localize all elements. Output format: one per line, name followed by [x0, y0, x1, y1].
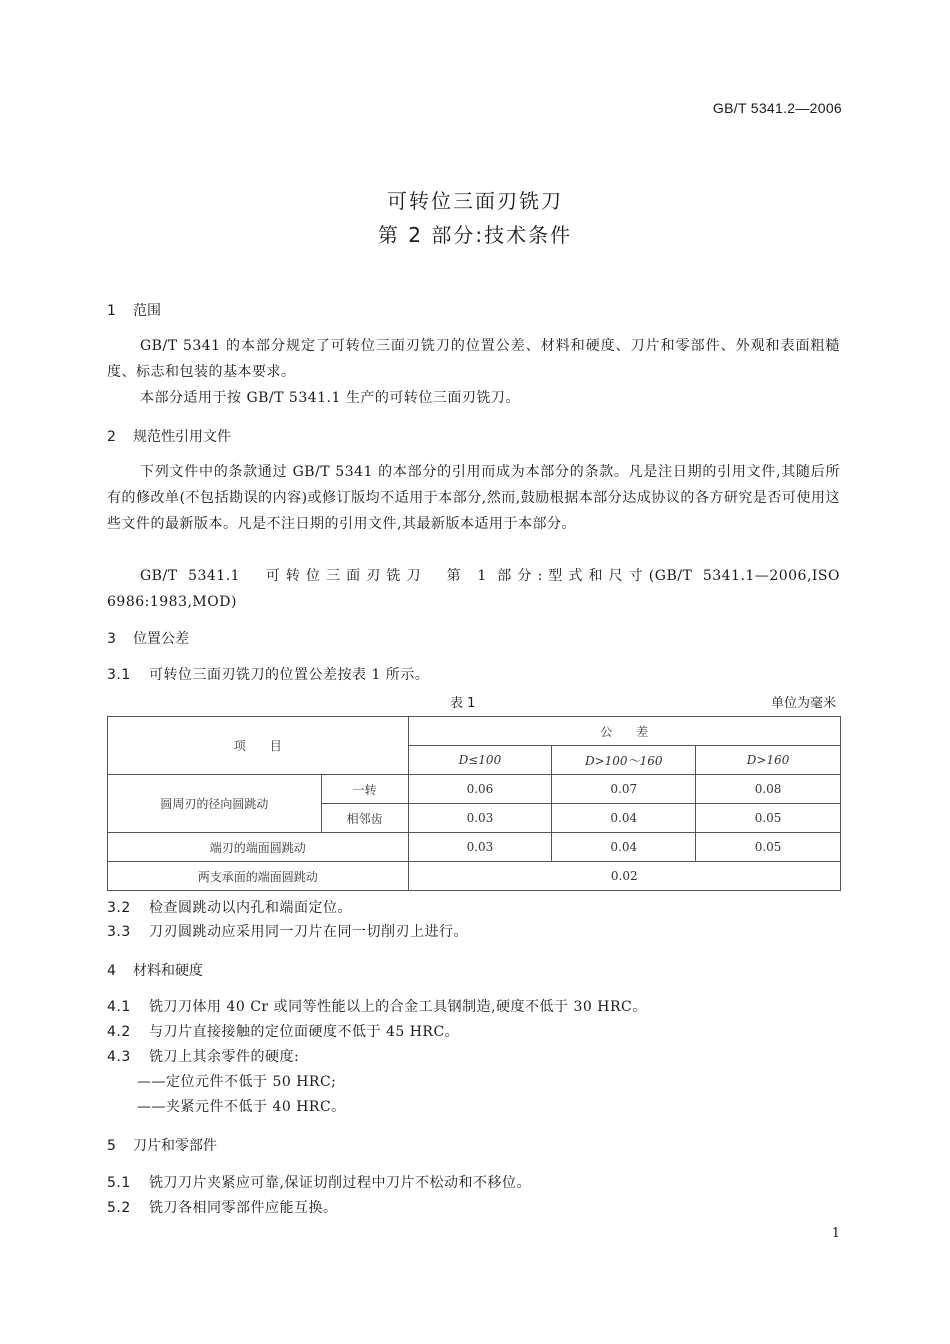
table-caption: 表 1 — [450, 696, 476, 711]
clause-text: 铣刀上其余零件的硬度: — [149, 1049, 300, 1065]
table-row — [108, 775, 841, 804]
row-label: 圆周刃的径向圆跳动 — [108, 775, 322, 833]
clause-number: 4.1 — [107, 999, 131, 1015]
standard-number: GB/T 5341.2—2006 — [712, 100, 842, 116]
clause-3-3 — [107, 921, 468, 941]
table-cell: 0.04 — [552, 804, 696, 833]
section-number: 5 — [107, 1138, 116, 1154]
table-cell: 0.03 — [408, 804, 552, 833]
header-col-2: D>100～160 — [552, 746, 696, 775]
row-sublabel: 相邻齿 — [321, 804, 408, 833]
clause-text: 检查圆跳动以内孔和端面定位。 — [149, 900, 352, 916]
page-number: 1 — [831, 1226, 840, 1241]
section-1-paragraph-2: 本部分适用于按 GB/T 5341.1 生产的可转位三面刃铣刀。 — [140, 390, 520, 406]
table-cell: 0.05 — [696, 833, 841, 862]
clause-5-1 — [107, 1172, 531, 1192]
table-cell: 0.02 — [408, 862, 840, 891]
clause-number: 4.3 — [107, 1049, 131, 1065]
clause-4-1 — [107, 996, 647, 1016]
section-title: 规范性引用文件 — [133, 429, 231, 445]
section-number: 3 — [107, 631, 116, 647]
clause-number: 4.2 — [107, 1024, 131, 1040]
document-title: 可转位三面刃铣刀 — [387, 189, 563, 213]
section-2-paragraph-1: 下列文件中的条款通过 GB/T 5341 的本部分的引用而成为本部分的条款。凡是注日期的引用文件,其随后所有的修改单(不包括勘误的内容)或修订版均不适用于本部分,然而,鼓励根据本部分达成协议的各方研究是否可使用这些文件的最新版本。凡是不注日期的引用文件,其最新版本适用于本部分。 — [107, 464, 840, 532]
row-label: 端刃的端面圆跳动 — [108, 833, 409, 862]
table-cell: 0.04 — [552, 833, 696, 862]
header-tolerance: 公 差 — [408, 717, 840, 746]
section-2-reference: GB/T 5341.1 可转位三面刃铣刀 第 1 部分:型式和尺寸(GB/T 5341.1—2006,ISO 6986:1983,MOD) — [107, 568, 840, 610]
clause-4-2 — [107, 1021, 459, 1041]
table-row — [108, 833, 841, 862]
section-1-paragraph-1: GB/T 5341 的本部分规定了可转位三面刃铣刀的位置公差、材料和硬度、刀片和零部件、外观和表面粗糙度、标志和包装的基本要求。 — [107, 338, 840, 380]
section-number: 2 — [107, 429, 116, 445]
clause-text: 铣刀刀体用 40 Cr 或同等性能以上的合金工具钢制造,硬度不低于 30 HRC。 — [149, 999, 647, 1015]
row-sublabel: 一转 — [321, 775, 408, 804]
clause-4-3 — [107, 1046, 299, 1066]
tolerance-table — [107, 716, 841, 891]
table-cell: 0.05 — [696, 804, 841, 833]
clause-number: 3.2 — [107, 900, 131, 916]
clause-number: 3.1 — [107, 667, 131, 683]
row-label: 两支承面的端面圆跳动 — [108, 862, 409, 891]
table-cell: 0.07 — [552, 775, 696, 804]
clause-text: 可转位三面刃铣刀的位置公差按表 1 所示。 — [149, 667, 430, 683]
header-col-1: D≤100 — [408, 746, 552, 775]
section-1-heading — [107, 300, 161, 320]
table-cell: 0.06 — [408, 775, 552, 804]
header-col-3: D>160 — [696, 746, 841, 775]
section-2-heading — [107, 426, 231, 446]
table-unit: 单位为毫米 — [770, 696, 836, 711]
section-4-heading — [107, 960, 203, 980]
clause-number: 3.3 — [107, 924, 131, 940]
table-header-row — [108, 717, 841, 746]
section-title: 位置公差 — [133, 631, 189, 647]
section-number: 1 — [107, 303, 116, 319]
table-cell: 0.03 — [408, 833, 552, 862]
clause-text: 铣刀刀片夹紧应可靠,保证切削过程中刀片不松动和不移位。 — [149, 1175, 531, 1191]
clause-3-2 — [107, 897, 352, 917]
clause-number: 5.2 — [107, 1200, 131, 1216]
clause-text: 与刀片直接接触的定位面硬度不低于 45 HRC。 — [149, 1024, 460, 1040]
clause-text: 刀刃圆跳动应采用同一刀片在同一切削刃上进行。 — [149, 924, 468, 940]
section-3-heading — [107, 628, 189, 648]
table-cell: 0.08 — [696, 775, 841, 804]
section-title: 范围 — [133, 303, 161, 319]
clause-number: 5.1 — [107, 1175, 131, 1191]
dash-item-1: ——定位元件不低于 50 HRC; — [137, 1074, 337, 1090]
dash-item-2: ——夹紧元件不低于 40 HRC。 — [137, 1099, 346, 1115]
clause-3-1 — [107, 664, 429, 684]
section-5-heading — [107, 1135, 217, 1155]
clause-5-2 — [107, 1197, 338, 1217]
header-item: 项 目 — [108, 717, 409, 775]
section-title: 材料和硬度 — [133, 963, 203, 979]
clause-text: 铣刀各相同零部件应能互换。 — [149, 1200, 338, 1216]
document-subtitle: 第 2 部分:技术条件 — [377, 223, 573, 247]
section-number: 4 — [107, 963, 116, 979]
section-title: 刀片和零部件 — [133, 1138, 217, 1154]
table-row — [108, 862, 841, 891]
